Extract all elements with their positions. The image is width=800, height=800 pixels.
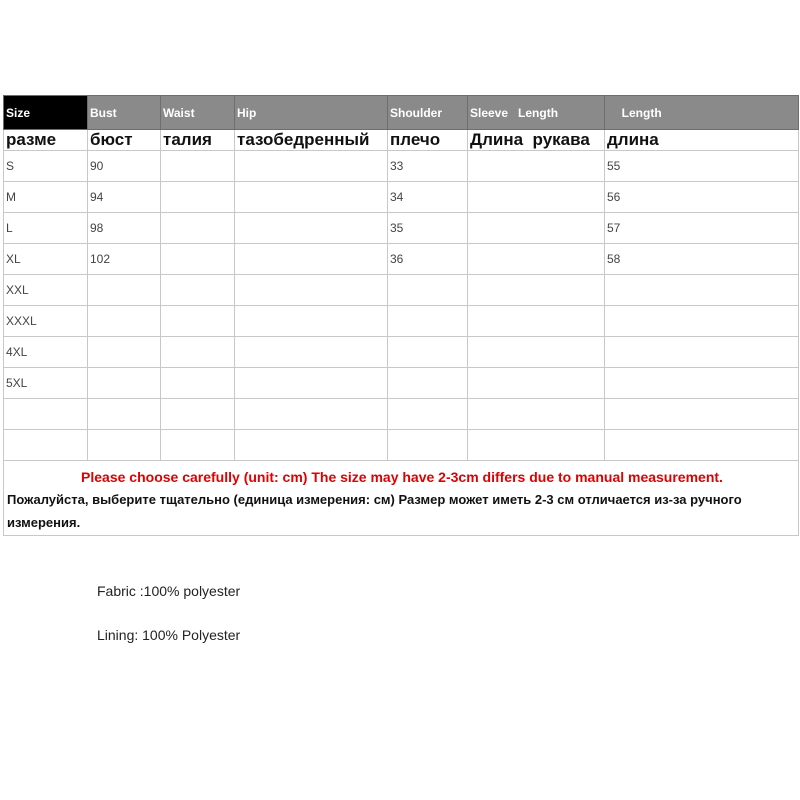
header-label: Hip bbox=[237, 105, 257, 120]
table-cell: 98 bbox=[88, 213, 161, 244]
table-cell: 55 bbox=[605, 151, 799, 182]
table-cell bbox=[468, 275, 605, 306]
ru-header-cell: бюст bbox=[88, 130, 161, 151]
table-cell: 102 bbox=[88, 244, 161, 275]
table-cell bbox=[161, 399, 235, 430]
table-cell bbox=[605, 430, 799, 461]
table-cell bbox=[161, 213, 235, 244]
table-cell bbox=[88, 368, 161, 399]
table-cell bbox=[161, 182, 235, 213]
table-cell: 58 bbox=[605, 244, 799, 275]
note-row bbox=[4, 461, 799, 536]
table-row bbox=[4, 213, 799, 244]
table-row bbox=[4, 244, 799, 275]
table-cell bbox=[235, 151, 388, 182]
table-cell bbox=[235, 337, 388, 368]
table-cell: 57 bbox=[605, 213, 799, 244]
header-cell-length bbox=[605, 96, 799, 130]
table-cell bbox=[468, 151, 605, 182]
table-cell bbox=[468, 213, 605, 244]
header-cell-hip bbox=[235, 96, 388, 130]
table-cell bbox=[605, 306, 799, 337]
table-cell bbox=[235, 182, 388, 213]
table-cell bbox=[605, 275, 799, 306]
lining-composition: Lining: 100% Polyester bbox=[97, 627, 241, 643]
table-cell: 90 bbox=[88, 151, 161, 182]
header-label: Sleeve Length bbox=[470, 105, 559, 120]
table-cell bbox=[235, 399, 388, 430]
header-cell-size bbox=[4, 96, 88, 130]
table-cell bbox=[468, 182, 605, 213]
header-cell-shoulder bbox=[388, 96, 468, 130]
table-cell bbox=[4, 399, 88, 430]
table-cell: 5XL bbox=[4, 368, 88, 399]
table-cell bbox=[468, 430, 605, 461]
table-cell bbox=[88, 399, 161, 430]
table-cell: XXXL bbox=[4, 306, 88, 337]
table-cell bbox=[388, 306, 468, 337]
header-label: Shoulder bbox=[390, 105, 443, 120]
table-cell bbox=[468, 368, 605, 399]
table-cell bbox=[388, 430, 468, 461]
table-row bbox=[4, 151, 799, 182]
table-cell: 4XL bbox=[4, 337, 88, 368]
ru-header-cell: разме bbox=[4, 130, 88, 151]
header-cell-waist bbox=[161, 96, 235, 130]
table-cell: 33 bbox=[388, 151, 468, 182]
table-cell bbox=[388, 275, 468, 306]
ru-header-cell: талия bbox=[161, 130, 235, 151]
ru-header-cell: Длина рукава bbox=[468, 130, 605, 151]
table-cell bbox=[88, 306, 161, 337]
table-cell bbox=[161, 306, 235, 337]
table-cell: 94 bbox=[88, 182, 161, 213]
header-label: Bust bbox=[90, 105, 117, 120]
table-cell: XL bbox=[4, 244, 88, 275]
table-row bbox=[4, 337, 799, 368]
ru-header-cell: тазобедренный bbox=[235, 130, 388, 151]
table-cell bbox=[88, 275, 161, 306]
table-cell bbox=[468, 244, 605, 275]
table-cell bbox=[235, 244, 388, 275]
table-cell bbox=[161, 275, 235, 306]
table-cell: 34 bbox=[388, 182, 468, 213]
table-cell bbox=[605, 368, 799, 399]
header-label: Size bbox=[6, 105, 31, 120]
table-cell bbox=[605, 399, 799, 430]
fabric-composition: Fabric :100% polyester bbox=[97, 583, 241, 599]
header-label: Waist bbox=[163, 105, 195, 120]
table-cell bbox=[235, 430, 388, 461]
table-cell bbox=[161, 337, 235, 368]
table-row bbox=[4, 306, 799, 337]
note-russian: Пожалуйста, выберите тщательно (единица измерения: см) Размер может иметь 2-3 см отличается из-за ручного измерения. bbox=[7, 491, 742, 530]
table-cell bbox=[161, 244, 235, 275]
size-chart-body bbox=[4, 96, 799, 536]
table-row bbox=[4, 430, 799, 461]
table-cell: XXL bbox=[4, 275, 88, 306]
table-row bbox=[4, 368, 799, 399]
header-cell-bust bbox=[88, 96, 161, 130]
note-cell bbox=[4, 461, 799, 536]
table-cell bbox=[388, 368, 468, 399]
table-cell bbox=[235, 213, 388, 244]
table-cell: M bbox=[4, 182, 88, 213]
table-row bbox=[4, 275, 799, 306]
table-cell bbox=[235, 368, 388, 399]
table-cell: S bbox=[4, 151, 88, 182]
table-row bbox=[4, 399, 799, 430]
table-cell bbox=[161, 151, 235, 182]
table-cell bbox=[88, 337, 161, 368]
table-cell bbox=[468, 306, 605, 337]
table-cell bbox=[605, 337, 799, 368]
ru-header-cell: плечо bbox=[388, 130, 468, 151]
note-english: Please choose carefully (unit: cm) The size may have 2-3cm differs due to manual measurement. bbox=[81, 468, 723, 485]
header-label: Length bbox=[615, 105, 662, 120]
russian-header-row bbox=[4, 130, 799, 151]
table-cell bbox=[161, 430, 235, 461]
table-cell bbox=[4, 430, 88, 461]
header-row bbox=[4, 96, 799, 130]
header-cell-sleeve-length bbox=[468, 96, 605, 130]
table-cell: L bbox=[4, 213, 88, 244]
table-cell: 56 bbox=[605, 182, 799, 213]
table-cell bbox=[161, 368, 235, 399]
table-cell: 35 bbox=[388, 213, 468, 244]
table-cell bbox=[88, 430, 161, 461]
table-row bbox=[4, 182, 799, 213]
size-chart-table bbox=[3, 95, 799, 536]
table-cell bbox=[388, 399, 468, 430]
table-cell bbox=[235, 275, 388, 306]
table-cell: 36 bbox=[388, 244, 468, 275]
table-cell bbox=[235, 306, 388, 337]
table-cell bbox=[388, 337, 468, 368]
ru-header-cell: длина bbox=[605, 130, 799, 151]
table-cell bbox=[468, 399, 605, 430]
table-cell bbox=[468, 337, 605, 368]
